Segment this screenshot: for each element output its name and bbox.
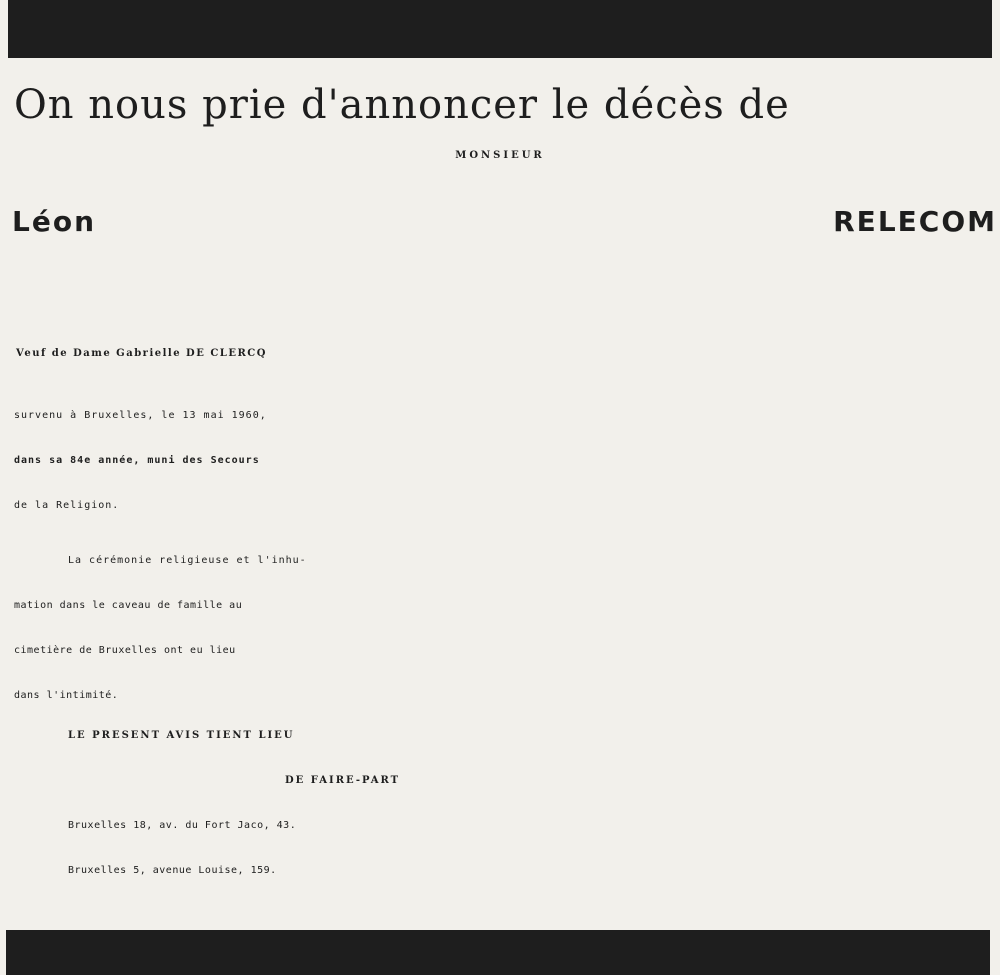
- ceremony-line-1: La cérémonie religieuse et l'inhu-: [68, 555, 307, 566]
- first-name: Léon: [12, 205, 97, 238]
- deceased-name: [12, 205, 997, 238]
- death-line-2: dans sa 84e année, muni des Secours: [14, 455, 260, 466]
- ceremony-line-2: mation dans le caveau de famille au: [14, 600, 243, 611]
- ceremony-line-4: dans l'intimité.: [14, 690, 119, 701]
- honorific-title: MONSIEUR: [455, 150, 545, 161]
- present-notice-line-1: LE PRESENT AVIS TIENT LIEU: [68, 730, 295, 741]
- bottom-border-bar: [6, 930, 990, 975]
- address-line-2: Bruxelles 5, avenue Louise, 159.: [68, 865, 277, 876]
- last-name: RELECOM: [833, 205, 997, 238]
- address-line-1: Bruxelles 18, av. du Fort Jaco, 43.: [68, 820, 297, 831]
- top-border-bar: [8, 0, 992, 58]
- death-line-3: de la Religion.: [14, 500, 120, 511]
- widow-line: Veuf de Dame Gabrielle DE CLERCQ: [16, 348, 267, 359]
- death-line-1: survenu à Bruxelles, le 13 mai 1960,: [14, 410, 267, 421]
- present-notice-line-2: DE FAIRE-PART: [285, 775, 401, 786]
- ceremony-line-3: cimetière de Bruxelles ont eu lieu: [14, 645, 236, 656]
- intro-line: On nous prie d'annoncer le décès de: [14, 82, 790, 128]
